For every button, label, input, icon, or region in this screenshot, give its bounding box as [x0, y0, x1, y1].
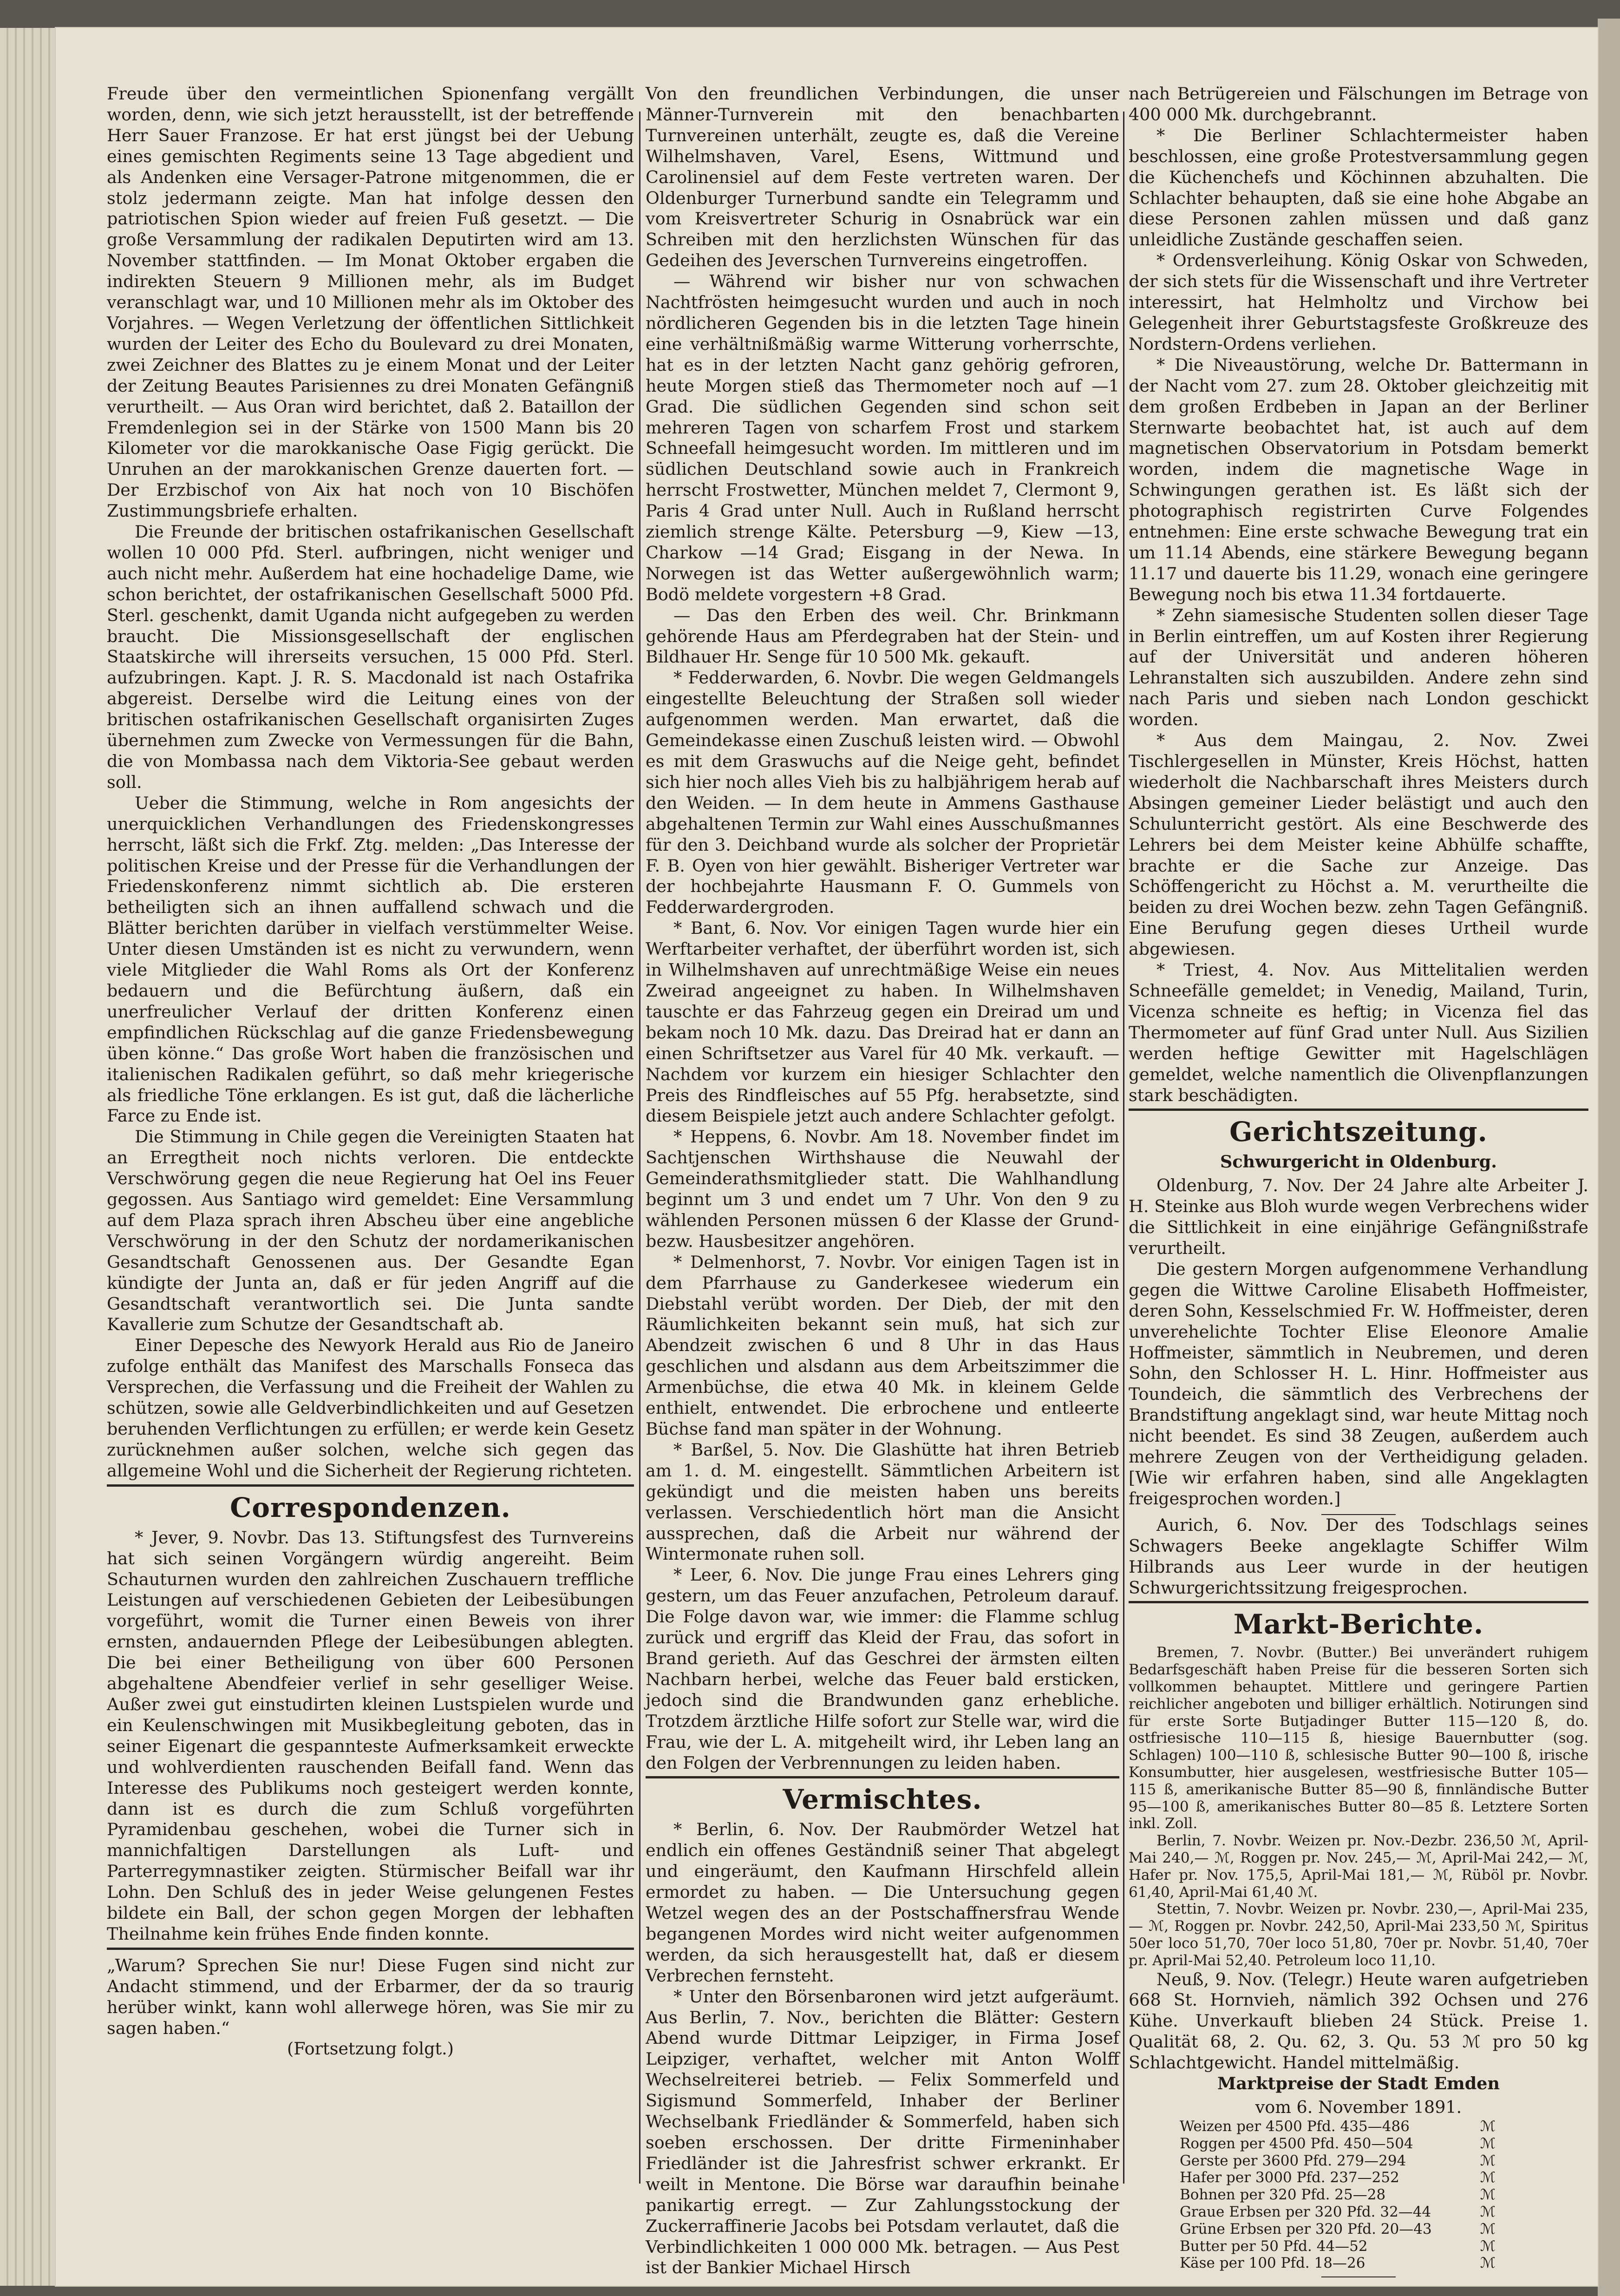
- price-unit: ℳ: [1480, 2203, 1496, 2220]
- page-right-edge: [1598, 19, 1620, 2296]
- price-item: Roggen per 4500 Pfd. 450—504: [1180, 2135, 1413, 2152]
- article-text: Die Freunde der britischen ostafrikanischen Gesellschaft wollen 10 000 Pfd. Sterl. aufbringen, nicht weniger und auch nicht mehr. Außerdem hat eine hochadelige Dame, wie schon berichtet, der ostafrikanischen Gesellschaft 5000 Pfd. Sterl. geschenkt, damit Uganda nicht aufgegeben zu werden braucht. Die Missionsgesellschaft der englischen Staatskirche will ihrerseits versuchen, 15 000 Pfd. Sterl. aufzubringen. Kapt. J. R. S. Macdonald ist nach Ostafrika abgereist. Derselbe wird die Leitung eines von der britischen ostafrikanischen Gesellschaft organisirten Zuges übernehmen zum Zwecke von Vermessungen für die Bahn, die von Mombassa nach dem Viktoria-See gebaut werden soll.: [107, 522, 634, 792]
- section-rule: [1129, 1601, 1588, 1603]
- section-rule: [1129, 1109, 1588, 1111]
- price-unit: ℳ: [1480, 2186, 1496, 2204]
- price-unit: ℳ: [1480, 2135, 1496, 2152]
- price-item: Graue Erbsen per 320 Pfd. 32—44: [1180, 2203, 1431, 2220]
- price-table: [1129, 2118, 1588, 2272]
- section-rule: [107, 1948, 634, 1950]
- article-text: — Das den Erben des weil. Chr. Brinkmann gehörende Haus am Pferdegraben hat der Stein- und Bildhauer Hr. Senge für 10 500 Mk. gekauft.: [646, 605, 1119, 667]
- price-table-title: Marktpreise der Stadt Emden: [1217, 2073, 1500, 2094]
- column-rule: [1123, 112, 1124, 2184]
- section-rule: [646, 1776, 1119, 1778]
- market-report: Stettin, 7. Novbr. Weizen pr. Novbr. 230,—, April-Mai 235,— ℳ, Roggen pr. Novbr. 242,50, April-Mai 233,50 ℳ, Spiritus 50er loco 51,70, 70er loco 51,80, 70er pr. Novbr. 51,40, 70er pr. April-Mai 52,40. Petroleum loco 11,10.: [1129, 1901, 1588, 1969]
- feuilleton-text: „Warum? Sprechen Sie nur! Diese Fugen sind nicht zur Andacht stimmend, und der Erbarmer, der da so traurig herüber winkt, kann wohl allerwege hören, was Sie mir zu sagen haben.“: [107, 1955, 634, 2038]
- market-report: Berlin, 7. Novbr. Weizen pr. Nov.-Dezbr. 236,50 ℳ, April-Mai 240,— ℳ, Roggen pr. Nov. 245,— ℳ, April-Mai 242,— ℳ, Hafer pr. Nov. 175,5, April-Mai 181,— ℳ, Rüböl pr. Novbr. 61,40, April-Mai 61,40 ℳ.: [1129, 1832, 1588, 1901]
- price-row: [1129, 2255, 1588, 2272]
- article-text: * Triest, 4. Nov. Aus Mittelitalien werden Schneefälle gemeldet; in Venedig, Mailand, Turin, Vicenza schneite es heftig; in Vicenza fiel das Thermometer auf fünf Grad unter Null. Aus Sizilien werden heftige Gewitter mit Hagelschlägen gemeldet, welche namentlich die Olivenpflanzungen stark beschädigten.: [1129, 960, 1588, 1105]
- article-text: * Delmenhorst, 7. Novbr. Vor einigen Tagen ist in dem Pfarrhause zu Ganderkesee wiederum ein Diebstahl verübt worden. Der Dieb, der mit den Räumlichkeiten bekannt sein muß, hat sich zur Abendzeit zwischen 6 und 8 Uhr in das Haus geschlichen und alsdann aus dem Arbeitszimmer die Armenbüchse, die etwa 40 Mk. in kleinem Gelde enthielt, entwendet. Die erbrochene und entleerte Büchse fand man später in der Wohnung.: [646, 1252, 1119, 1439]
- article-text: * Leer, 6. Nov. Die junge Frau eines Lehrers ging gestern, um das Feuer anzufachen, Petroleum darauf. Die Folge davon war, wie immer: die Flamme schlug zurück und ergriff das Kleid der Frau, das sofort in Brand gerieth. Auf das Geschrei der ärmsten eilten Nachbarn herbei, welche das Feuer bald ersticken, jedoch sind die Brandwunden ganz erhebliche. Trotzdem ärztliche Hilfe sofort zur Stelle war, wird die Frau, wie der L. A. mitgeheilt wird, ihr Leben lang an den Folgen der Verbrennungen zu leiden haben.: [646, 1565, 1119, 1773]
- section-heading: Correspondenzen.: [230, 1491, 511, 1523]
- price-item: Butter per 50 Pfd. 44—52: [1180, 2237, 1368, 2255]
- article-text: * Jever, 9. Novbr. Das 13. Stiftungsfest des Turnvereins hat sich seinen Vorgängern würdig angereiht. Beim Schauturnen wurden den zahlreichen Zuschauern treffliche Leistungen auf verschiedenen Gebieten der Leibesübungen vorgeführt, womit die Turner einen Beweis von ihrer ernsten, andauernden Pflege der Leibesübungen ablegten. Die bei einer Betheiligung von über 600 Personen abgehaltene Abendfeier verlief in sehr geselliger Weise. Außer zwei gut einstudirten kleinen Lustspielen wurde und ein Keulenschwingen mit Musikbegleitung geboten, das in seiner Eigenart die gespannteste Aufmerksamkeit erweckte und wohlverdienten rauschenden Beifall fand. Wenn das Interesse des Publikums noch gesteigert werden konnte, dann ist es durch die zum Schluß vorgeführten Pyramidenbau geschehen, wobei die Turner sich in mannichfaltigen Darstellungen als Luft- und Parterregymnastiker zeigten. Stürmischer Beifall war ihr Lohn. Den Schluß des in jeder Weise gelungenen Festes bildete ein Ball, der schon gegen Morgen der lebhaften Theilnahme kein frühes Ende finden konnte.: [107, 1527, 634, 1944]
- market-report: Bremen, 7. Novbr. (Butter.) Bei unverändert ruhigem Bedarfsgeschäft haben Preise für die besseren Sorten sich vollkommen behauptet. Mittlere und geringere Partien reichlicher angeboten und billiger erhältlich. Notirungen sind für erste Sorte Butjadinger Butter 115—120 ß, do. ostfriesische 110—115 ß, hiesige Bauernbutter (sog. Schlagen) 100—110 ß, schlesische Butter 90—100 ß, irische Konsumbutter, hier ausgelesen, westfriesische Butter 105—115 ß, amerikanische Butter 85—90 ß, finnländische Butter 95—100 ß, amerikanisches Butter 80—85 ß. Letztere Sorten inkl. Zoll.: [1129, 1644, 1588, 1832]
- article-text: * Zehn siamesische Studenten sollen dieser Tage in Berlin eintreffen, um auf Kosten ihrer Regierung auf der Universität und anderen höheren Lehranstalten sich auszubilden. Andere zehn sind nach Paris und sieben nach London geschickt worden.: [1129, 605, 1588, 730]
- article-text: Ueber die Stimmung, welche in Rom angesichts der unerquicklichen Verhandlungen des Friedenskongresses herrscht, läßt sich die Frkf. Ztg. melden: „Das Interesse der politischen Kreise und der Presse für die Verhandlungen der Friedenskonferenz nimmt sichtlich ab. Die ersteren betheiligten sich an ihnen auffallend schwach und die Blätter berichten darüber in vielfach verstümmelter Weise. Unter diesen Umständen ist es nicht zu verwundern, wenn viele Mitglieder die Wahl Roms als Ort der Konferenz bedauern und die Befürchtung äußern, daß ein unerfreulicher Verlauf der dritten Konferenz einen empfindlichen Rückschlag auf die ganze Friedensbewegung üben könne.“ Das große Wort haben die französischen und italienischen Radikalen geführt, so daß mehr kriegerische als friedliche Töne erklangen. Es ist gut, daß die lächerliche Farce zu Ende ist.: [107, 793, 634, 1126]
- price-unit: ℳ: [1480, 2118, 1496, 2135]
- column-rule: [639, 112, 640, 2184]
- article-text: * Die Niveaustörung, welche Dr. Battermann in der Nacht vom 27. zum 28. Oktober gleichzeitig mit dem großen Erdbeben in Japan an der Berliner Sternwarte beobachtet hat, ist auch auf dem magnetischen Observatorium in Potsdam bemerkt worden, indem die magnetische Wage in Schwingungen gerathen ist. Es läßt sich der photographisch registrirten Curve Folgendes entnehmen: Eine erste schwache Bewegung trat ein um 11.14 Abends, eine stärkere Bewegung begann 11.17 und dauerte bis 11.29, wonach eine geringere Bewegung noch bis etwa 11.34 fortdauerte.: [1129, 354, 1588, 604]
- price-unit: ℳ: [1480, 2237, 1496, 2255]
- article-text: nach Betrügereien und Fälschungen im Betrage von 400 000 Mk. durchgebrannt.: [1129, 84, 1588, 125]
- price-row: [1129, 2118, 1588, 2135]
- article-text: * Ordensverleihung. König Oskar von Schweden, der sich stets für die Wissenschaft und ihre Vertreter interessirt, hat Helmholtz und Virchow bei Gelegenheit ihrer Geburtstagsfeste Großkreuze des Nordstern-Ordens verliehen.: [1129, 250, 1588, 354]
- continuation-note: (Fortsetzung folgt.): [287, 2039, 454, 2059]
- section-heading: Gerichtszeitung.: [1229, 1116, 1488, 1148]
- price-item: Grüne Erbsen per 320 Pfd. 20—43: [1180, 2220, 1432, 2237]
- market-report: Neuß, 9. Nov. (Telegr.) Heute waren aufgetrieben 668 St. Hornvieh, nämlich 392 Ochsen und 276 Kühe. Unverkauft blieben 24 Stück. Preise 1. Qualität 68, 2. Qu. 62, 3. Qu. 53 ℳ pro 50 kg Schlachtgewicht. Handel mittelmäßig.: [1129, 1969, 1588, 2073]
- price-unit: ℳ: [1480, 2220, 1496, 2237]
- article-text: * Fedderwarden, 6. Novbr. Die wegen Geldmangels eingestellte Beleuchtung der Straßen soll wieder aufgenommen werden. Man erwartet, daß die Gemeindekasse einen Zuschuß leisten wird. — Obwohl es mit dem Graswuchs auf die Neige geht, befindet sich hier noch alles Vieh bis zu halbjährigem herab auf den Weiden. — In dem heute in Ammens Gasthause abgehaltenen Termin zur Wahl eines Ausschußmannes für den 3. Deichband wurde als solcher der Proprietär F. B. Oyen von hier gewählt. Bisheriger Vertreter war der hochbejahrte Hausmann F. O. Gummels von Fedderwardergroden.: [646, 668, 1119, 918]
- article-text: Oldenburg, 7. Nov. Der 24 Jahre alte Arbeiter J. H. Steinke aus Bloh wurde wegen Verbrechens wider die Sittlichkeit in eine einjährige Gefängnißstrafe verurtheilt.: [1129, 1175, 1588, 1259]
- price-item: Hafer per 3000 Pfd. 237—252: [1180, 2169, 1399, 2186]
- column-right: [1129, 84, 1588, 2272]
- divider: [1321, 2276, 1396, 2277]
- section-heading: Vermischtes.: [783, 1784, 982, 1816]
- article-text: * Heppens, 6. Novbr. Am 18. November findet im Sachtjenschen Wirthshause die Neuwahl der Gemeinderathsmitglieder statt. Die Wahlhandlung beginnt um 3 und endet um 7 Uhr. Von den 9 zu wählenden Personen müssen 6 der Klasse der Grund- bezw. Hausbesitzer angehören.: [646, 1127, 1119, 1251]
- price-item: Gerste per 3600 Pfd. 279—294: [1180, 2152, 1406, 2169]
- article-text: Von den freundlichen Verbindungen, die unser Männer-Turnverein mit den benachbarten Turnvereinen unterhält, zeugte es, daß die Vereine Wilhelmshaven, Varel, Esens, Wittmund und Carolinensiel auf dem Feste vertreten waren. Der Oldenburger Turnerbund sandte ein Telegramm und vom Kreisvertreter Schurig in Osnabrück war ein Schreiben mit den herzlichsten Wünschen für das Gedeihen des Jeverschen Turnvereins eingetroffen.: [646, 84, 1119, 271]
- article-text: Aurich, 6. Nov. Der des Todschlags seines Schwagers Beeke angeklagte Schiffer Wilm Hilbrands aus Leer wurde in der heutigen Schwurgerichtssitzung freigesprochen.: [1129, 1515, 1588, 1598]
- article-text: Die Stimmung in Chile gegen die Vereinigten Staaten hat an Erregtheit noch nichts verloren. Die entdeckte Verschwörung gegen die neue Regierung hat Oel ins Feuer gegossen. Aus Santiago wird gemeldet: Eine Versammlung auf dem Plaza sprach ihren Abscheu über eine angebliche Verschwörung in der den Schutz der nordamerikanischen Gesandtschaft Genossenen aus. Der Gesandte Egan kündigte der Junta an, daß er für jeden Angriff auf die Gesandtschaft verantwortlich sei. Die Junta sandte Kavallerie zum Schutze der Gesandtschaft ab.: [107, 1127, 634, 1335]
- article-text: * Unter den Börsenbaronen wird jetzt aufgeräumt. Aus Berlin, 7. Nov., berichten die Blätter: Gestern Abend wurde Dittmar Leipziger, in Firma Josef Leipziger, verhaftet, welcher mit Anton Wolff Wechselreiterei betrieb. — Felix Sommerfeld und Sigismund Sommerfeld, Inhaber der Berliner Wechselbank Friedländer & Sommerfeld, haben sich soeben erschossen. Der dritte Firmeninhaber Friedländer ist die Jahresfrist schwer erkrankt. Er weilt in Mentone. Die Börse war daraufhin beinahe panikartig erregt. — Zur Zahlungsstockung der Zuckerraffinerie Jacobs bei Potsdam verlautet, daß die Verbindlichkeiten 1 000 000 Mk. betragen. — Aus Pest ist der Bankier Michael Hirsch: [646, 1986, 1119, 2278]
- price-row: [1129, 2186, 1588, 2204]
- section-heading: Markt-Berichte.: [1233, 1608, 1484, 1640]
- price-row: [1129, 2152, 1588, 2170]
- article-text: * Aus dem Maingau, 2. Nov. Zwei Tischlergesellen in Münster, Kreis Höchst, hatten wiederholt die Nachbarschaft ihres Meisters durch Absingen gemeiner Lieder belästigt und auch den Schulunterricht gestört. Als eine Beschwerde des Lehrers bei dem Meister keine Abhülfe schaffte, brachte er die Sache zur Anzeige. Das Schöffengericht zu Höchst a. M. verurtheilte die beiden zu drei Wochen bezw. zehn Tagen Gefängniß. Eine Berufung gegen dieses Urtheil wurde abgewiesen.: [1129, 730, 1588, 959]
- column-left: [107, 84, 634, 2184]
- price-table-date: vom 6. November 1891.: [1255, 2097, 1462, 2118]
- article-text: * Die Berliner Schlachtermeister haben beschlossen, eine große Protestversammlung gegen die Küchenchefs und Köchinnen abzuhalten. Die Schlachter behaupten, daß sie eine hohe Abgabe an diese Personen zahlen müssen und daß ganz unleidliche Zustände geschaffen seien.: [1129, 125, 1588, 250]
- article-text: — Während wir bisher nur von schwachen Nachtfrösten heimgesucht wurden und auch in noch nördlicheren Gegenden bis in die letzten Tage hinein eine verhältnißmäßig warme Witterung vorherrschte, hat es in der letzten Nacht ganz gehörig gefroren, heute Morgen stieß das Thermometer noch auf —1 Grad. Die südlichen Gegenden sind schon seit mehreren Tagen von scharfem Frost und starkem Schneefall heimgesucht worden. Im mittleren und im südlichen Deutschland sowie auch in Frankreich herrscht Frostwetter, München meldet 7, Clermont 9, Paris 4 Grad unter Null. Auch in Rußland herrscht ziemlich strenge Kälte. Petersburg —9, Kiew —13, Charkow —14 Grad; Eisgang in der Newa. In Norwegen ist das Wetter außergewöhnlich warm; Bodö meldete vorgestern +8 Grad.: [646, 271, 1119, 604]
- article-text: Einer Depesche des Newyork Herald aus Rio de Janeiro zufolge enthält das Manifest des Marschalls Fonseca das Versprechen, die Verfassung und die Freiheit der Wahlen zu schützen, sowie alle Geldverbindlichkeiten und auf Gesetzen beruhenden Verflichtungen zu erfüllen; er werde kein Gesetz zurücknehmen außer solchen, welche sich gegen das allgemeine Wohl und die Sicherheit der Regierung richteten.: [107, 1335, 634, 1481]
- section-rule: [107, 1484, 634, 1487]
- price-row: [1129, 2135, 1588, 2152]
- article-text: * Barßel, 5. Nov. Die Glashütte hat ihren Betrieb am 1. d. M. eingestellt. Sämmtlichen Arbeitern ist gekündigt und die meisten haben uns bereits verlassen. Verschiedentlich hört man die Ansicht aussprechen, daß die Arbeit nur während der Wintermonate ruhen soll.: [646, 1439, 1119, 1564]
- price-unit: ℳ: [1480, 2152, 1496, 2169]
- price-row: [1129, 2221, 1588, 2238]
- price-row: [1129, 2204, 1588, 2221]
- price-row: [1129, 2169, 1588, 2186]
- article-text: * Bant, 6. Nov. Vor einigen Tagen wurde hier ein Werftarbeiter verhaftet, der überführt worden ist, sich in Wilhelmshaven auf unrechtmäßige Weise ein neues Zweirad angeeignet zu haben. In Wilhelmshaven tauschte er das Fahrzeug gegen ein Dreirad um und bekam noch 10 Mk. dazu. Das Dreirad hat er dann an einen Schriftsetzer aus Varel für 40 Mk. verkauft. — Nachdem vor kurzem ein hiesiger Schlachter den Preis des Rindfleisches auf 55 Pfg. herabsetzte, sind diesem Beispiele jetzt auch andere Schlachter gefolgt.: [646, 918, 1119, 1126]
- price-unit: ℳ: [1480, 2255, 1496, 2272]
- price-unit: ℳ: [1480, 2169, 1496, 2186]
- price-row: [1129, 2238, 1588, 2255]
- price-item: Käse per 100 Pfd. 18—26: [1180, 2255, 1365, 2272]
- section-subheading: Schwurgericht in Oldenburg.: [1220, 1152, 1497, 1172]
- article-text: Die gestern Morgen aufgenommene Verhandlung gegen die Wittwe Caroline Elisabeth Hoffmeister, deren Sohn, Kesselschmied Fr. W. Hoffmeister, deren unverehelichte Tochter Elise Eleonore Amalie Hoffmeister, sämmtlich in Neubremen, und deren Sohn, den Schlosser H. L. Hinr. Hoffmeister aus Toundeich, die sämmtlich des Verbrechens der Brandstiftung angeklagt sind, war heute Mittag noch nicht beendet. Es sind 38 Zeugen, außerdem auch mehrere Zeugen von der Vertheidigung geladen. [Wie wir erfahren haben, sind alle Angeklagten freigesprochen worden.]: [1129, 1259, 1588, 1509]
- column-middle: [646, 84, 1119, 2278]
- price-item: Weizen per 4500 Pfd. 435—486: [1180, 2118, 1410, 2135]
- article-text: Freude über den vermeintlichen Spionenfang vergällt worden, denn, wie sich jetzt herausstellt, ist der betreffende Herr Sauer Franzose. Er hat erst jüngst bei der Uebung eines gemischten Regiments seine 13 Tage abgedient und als Andenken eine Versager-Patrone mitgenommen, die er stolz jedermann zeigte. Man hat infolge dessen den patriotischen Spion wieder auf freien Fuß gesetzt. — Die große Versammlung der radikalen Deputirten wird am 13. November stattfinden. — Im Monat Oktober ergaben die indirekten Steuern 9 Millionen mehr, als im Budget veranschlagt war, und 10 Millionen mehr als im Oktober des Vorjahres. — Wegen Verletzung der öffentlichen Sittlichkeit wurden der Leiter des Echo du Boulevard zu drei Monaten, zwei Zeichner des Blattes zu je einem Monat und der Leiter der Zeitung Beautes Parisiennes zu drei Monaten Gefängniß verurtheilt. — Aus Oran wird berichtet, daß 2. Bataillon der Fremdenlegion sei in der Stärke von 1500 Mann bis 20 Kilometer vor die marokkanische Oase Figig gerückt. Die Unruhen an der marokkanischen Grenze dauerten fort. — Der Erzbischof von Aix hat noch von 10 Bischöfen Zustimmungsbriefe erhalten.: [107, 84, 634, 521]
- article-text: * Berlin, 6. Nov. Der Raubmörder Wetzel hat endlich ein offenes Geständniß seiner That abgelegt und eingeräumt, den Kaufmann Hirschfeld allein ermordet zu haben. — Die Untersuchung gegen Wetzel wegen des an der Postschaffnersfrau Wende begangenen Mordes wird nicht weiter aufgenommen werden, da sich herausgestellt hat, daß er diesem Verbrechen fernsteht.: [646, 1819, 1119, 1986]
- page-stack-edge: [0, 28, 56, 2286]
- price-item: Bohnen per 320 Pfd. 25—28: [1180, 2186, 1386, 2204]
